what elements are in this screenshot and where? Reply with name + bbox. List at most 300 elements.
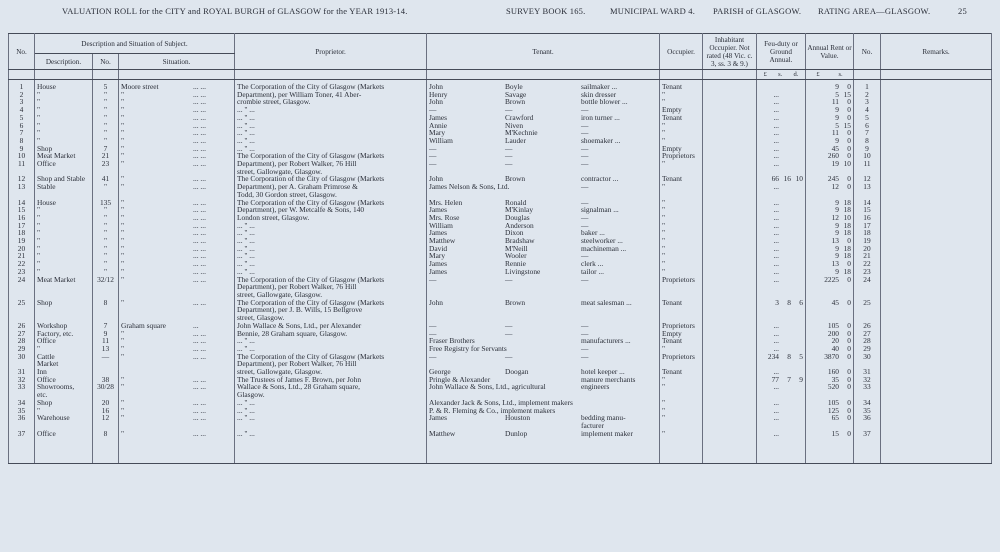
remarks-cell (881, 314, 992, 322)
inhabitant-cell (703, 129, 757, 137)
feu-pence (795, 214, 803, 222)
tenant-occupation: hotel keeper ... (581, 367, 625, 377)
col-number: No. (93, 54, 119, 70)
occupier-cell (660, 276, 703, 284)
tenant-second: Brown (505, 97, 526, 107)
situation-cell (119, 430, 235, 464)
rent-shillings: 0 (847, 174, 851, 184)
description-cell (35, 114, 93, 122)
feu-cell (757, 422, 806, 430)
proprietor-text: Department), per Robert Walker, 76 Hill (237, 359, 357, 369)
row-number: 5 (19, 112, 24, 122)
row-no (9, 299, 35, 307)
description-text: " (37, 266, 41, 276)
situation-text: " (121, 112, 125, 122)
situation-text: " (121, 274, 125, 284)
feu-units: £ s. d. (757, 70, 806, 80)
tenant-first: John (429, 97, 443, 107)
tenant-first: James (429, 266, 448, 276)
feu-cell (757, 368, 806, 376)
feu-cell (757, 376, 806, 384)
feu-pence (795, 98, 803, 106)
col-tenant: Tenant. (427, 34, 660, 70)
proprietor-text: Bennie, 28 Graham square, Glasgow. (237, 328, 348, 338)
inhabitant-cell (703, 291, 757, 299)
situation-dots: ... ... (193, 212, 206, 222)
proprietor-cell (235, 114, 427, 122)
feu-pence: 10 (795, 174, 803, 184)
proprietor-text: The Corporation of the City of Glasgow (Markets (237, 297, 385, 307)
feu-cell (757, 306, 806, 314)
row-number-right: 16 (863, 212, 871, 222)
street-number: — (101, 351, 110, 361)
tenant-first: Mary (429, 128, 446, 138)
feu-cell (757, 299, 806, 307)
tenant-occupation: — (581, 220, 589, 230)
rent-shillings: 0 (847, 367, 851, 377)
inhabitant-cell (703, 222, 757, 230)
row-number: 27 (17, 328, 26, 338)
occupier-cell (660, 114, 703, 122)
rent-pounds: 245 (827, 174, 839, 184)
proprietor-text: Todd, 30 Gordon street, Glasgow. (237, 189, 337, 199)
occupier-text: Proprietors (662, 351, 695, 361)
remarks-cell (881, 91, 992, 99)
row-number-right: 24 (863, 274, 871, 284)
remarks-cell (881, 129, 992, 137)
occupier-text: " (662, 405, 666, 415)
description-text: " (37, 251, 41, 261)
description-text: Cattle (37, 351, 55, 361)
inhabitant-cell (703, 414, 757, 422)
inhabitant-cell (703, 345, 757, 353)
remarks-cell (881, 360, 992, 368)
proprietor-text: crombie street, Glasgow. (237, 97, 311, 107)
tenant-second: M'Neill (505, 243, 528, 253)
feu-shillings (783, 206, 791, 214)
row-no (9, 276, 35, 284)
proprietor-text: ... " ... (237, 336, 255, 346)
tenant-second: Livingstone (505, 266, 541, 276)
description-cell (35, 414, 93, 422)
rent-shillings: 0 (847, 374, 851, 384)
table-row (9, 145, 992, 153)
street-number: " (103, 236, 108, 246)
situation-text: " (121, 428, 125, 438)
inhabitant-cell (703, 252, 757, 260)
tenant-second: Brown (505, 174, 526, 184)
remarks-cell (881, 268, 992, 276)
tenant-first: John (429, 174, 443, 184)
description-text: Stable (37, 182, 56, 192)
tenant-first: — (429, 159, 437, 169)
description-text: Office (37, 336, 56, 346)
tenant-occupation: — (581, 351, 589, 361)
feu-cell (757, 245, 806, 253)
inhabitant-cell (703, 237, 757, 245)
occupier-cell (660, 122, 703, 130)
situation-dots: ... ... (193, 143, 206, 153)
street-number: " (103, 105, 108, 115)
col-description-group: Description and Situation of Subject. (35, 34, 235, 54)
row-number-right: 34 (863, 397, 871, 407)
proprietor-text: street, Glasgow. (237, 313, 285, 323)
inhabitant-cell (703, 199, 757, 207)
proprietor-text: ... " ... (237, 405, 255, 415)
number-cell (93, 353, 119, 361)
situation-dots: ... ... (193, 197, 206, 207)
situation-text: " (121, 205, 125, 215)
row-no-right (854, 430, 881, 464)
proprietor-text: ... " ... (237, 143, 255, 153)
row-number-right: 20 (863, 243, 871, 253)
tenant-second: Dunlop (505, 428, 528, 438)
rent-pounds: 105 (827, 397, 839, 407)
street-number: 135 (99, 197, 112, 207)
occupier-text: Tenant (662, 112, 683, 122)
number-cell (93, 276, 119, 284)
row-number-right: 25 (863, 297, 871, 307)
rent-pounds: 200 (827, 328, 839, 338)
proprietor-text: The Corporation of the City of Glasgow (Markets (237, 151, 385, 161)
tenant-cell (427, 345, 660, 353)
rent-pounds: 520 (827, 382, 839, 392)
inhabitant-cell (703, 407, 757, 415)
remarks-cell (881, 345, 992, 353)
tenant-first: Henry (429, 89, 448, 99)
tenant-cell (427, 122, 660, 130)
feu-cell (757, 260, 806, 268)
description-text: " (37, 343, 41, 353)
rent-pounds: 5 (835, 120, 839, 130)
proprietor-text: ... " ... (237, 413, 255, 423)
feu-shillings (783, 106, 791, 114)
feu-pounds: ... (773, 182, 779, 192)
row-number-right: 15 (863, 205, 871, 215)
occupier-text: " (662, 259, 666, 269)
table-row (9, 106, 992, 114)
feu-cell (757, 160, 806, 168)
situation-dots: ... ... (193, 228, 206, 238)
description-cell (35, 214, 93, 222)
situation-text: " (121, 220, 125, 230)
feu-pounds: ... (773, 259, 779, 269)
tenant-first: — (429, 151, 437, 161)
feu-cell (757, 353, 806, 361)
feu-cell (757, 314, 806, 322)
situation-cell (119, 283, 235, 291)
situation-cell (119, 199, 235, 207)
feu-pounds: ... (773, 151, 779, 161)
feu-pence (795, 145, 803, 153)
proprietor-text: street, Gallowgate, Glasgow. (237, 289, 323, 299)
feu-shillings (783, 145, 791, 153)
row-number: 8 (19, 135, 24, 145)
number-cell (93, 414, 119, 422)
street-number: 16 (101, 405, 110, 415)
street-number: 12 (101, 413, 110, 423)
table-row (9, 330, 992, 338)
feu-pounds: 77 (771, 374, 779, 384)
feu-cell (757, 283, 806, 291)
rent-pounds: 19 (831, 159, 839, 169)
description-cell (35, 129, 93, 137)
tenant-occupation: iron turner ... (581, 112, 620, 122)
occupier-cell (660, 353, 703, 361)
remarks-cell (881, 337, 992, 345)
situation-text: " (121, 236, 125, 246)
proprietor-cell (235, 330, 427, 338)
feu-cell (757, 391, 806, 399)
occupier-cell (660, 306, 703, 314)
street-number: " (103, 120, 108, 130)
rent-pounds: 9 (835, 135, 839, 145)
valuation-table (8, 33, 992, 464)
feu-pence (795, 337, 803, 345)
proprietor-text: ... " ... (237, 259, 255, 269)
row-number-right: 27 (863, 328, 871, 338)
situation-dots: ... (193, 320, 199, 330)
situation-text: " (121, 336, 125, 346)
remarks-cell (881, 237, 992, 245)
rent-pounds: 125 (827, 405, 839, 415)
situation-dots: ... ... (193, 89, 206, 99)
proprietor-cell (235, 222, 427, 230)
rent-pounds: 45 (831, 297, 839, 307)
page-number: 25 (958, 6, 967, 16)
row-number: 21 (17, 251, 26, 261)
description-text: Shop (37, 397, 53, 407)
proprietor-text: The Corporation of the City of Glasgow (Markets (237, 274, 385, 284)
row-number-right: 21 (863, 251, 871, 261)
proprietor-cell (235, 122, 427, 130)
feu-cell (757, 175, 806, 183)
remarks-cell (881, 137, 992, 145)
situation-text: " (121, 328, 125, 338)
proprietor-text: Department), per A. Graham Primrose & (237, 182, 358, 192)
proprietor-text: ... " ... (237, 236, 255, 246)
feu-cell (757, 183, 806, 191)
tenant-cell (427, 199, 660, 207)
rent-cell (806, 129, 854, 137)
feu-shillings (783, 137, 791, 145)
tenant-first: — (429, 274, 437, 284)
table-row (9, 291, 992, 299)
row-number-right: 33 (863, 382, 871, 392)
situation-cell (119, 252, 235, 260)
feu-cell (757, 214, 806, 222)
occupier-text: " (662, 120, 666, 130)
occupier-cell (660, 160, 703, 168)
street-number: 20 (101, 397, 110, 407)
col-inhabitant-occupier: Inhabitant Occupier. Not rated (48 Vic. c. 3, ss. 3 & 9.) (703, 34, 757, 70)
description-text: " (37, 128, 41, 138)
row-no-right (854, 414, 881, 422)
occupier-text: " (662, 343, 666, 353)
table-row (9, 430, 992, 464)
occupier-text: " (662, 182, 666, 192)
feu-pence (795, 260, 803, 268)
situation-cell (119, 191, 235, 199)
number-cell (93, 183, 119, 191)
table-row (9, 129, 992, 137)
row-number-right: 5 (865, 112, 869, 122)
situation-text: " (121, 228, 125, 238)
street-number: 13 (101, 343, 110, 353)
rent-pounds: 3870 (824, 351, 839, 361)
table-row (9, 137, 992, 145)
street-number: " (103, 135, 108, 145)
rent-cell (806, 175, 854, 183)
row-number: 22 (17, 259, 26, 269)
situation-text: " (121, 120, 125, 130)
rent-pounds: 65 (831, 413, 839, 423)
col-situation: Situation. (119, 54, 235, 70)
feu-pence (795, 322, 803, 330)
row-number: 37 (17, 428, 26, 438)
rent-pounds: 15 (831, 428, 839, 438)
description-text: House (37, 197, 56, 207)
tenant-occupation: — (581, 151, 589, 161)
inhabitant-cell (703, 383, 757, 391)
remarks-cell (881, 160, 992, 168)
col-proprietor: Proprietor. (235, 34, 427, 70)
row-no (9, 283, 35, 291)
municipal-ward: MUNICIPAL WARD 4. (610, 6, 696, 16)
remarks-cell (881, 98, 992, 106)
feu-pounds: ... (773, 97, 779, 107)
situation-text: " (121, 143, 125, 153)
situation-text: " (121, 135, 125, 145)
row-number: 7 (19, 128, 24, 138)
feu-pence (795, 122, 803, 130)
row-no-right (854, 183, 881, 191)
remarks-cell (881, 399, 992, 407)
street-number: 8 (103, 297, 108, 307)
feu-pence (795, 160, 803, 168)
col-feu-duty: Feu-duty or Ground Annual. (757, 34, 806, 70)
tenant-second: — (505, 159, 513, 169)
remarks-cell (881, 430, 992, 464)
row-number: 25 (17, 297, 26, 307)
inhabitant-cell (703, 114, 757, 122)
feu-cell (757, 430, 806, 464)
remarks-cell (881, 353, 992, 361)
rent-pounds: 105 (827, 320, 839, 330)
rent-cell (806, 299, 854, 307)
row-number: 19 (17, 236, 26, 246)
feu-pounds: ... (773, 89, 779, 99)
occupier-text: Tenant (662, 297, 683, 307)
number-cell (93, 430, 119, 464)
tenant-occupation: manure merchants (581, 374, 636, 384)
feu-cell (757, 399, 806, 407)
situation-dots: ... ... (193, 105, 206, 115)
proprietor-cell (235, 106, 427, 114)
tenant-first: — (429, 351, 437, 361)
situation-dots: ... ... (193, 374, 206, 384)
feu-pounds: ... (773, 367, 779, 377)
table-row (9, 345, 992, 353)
situation-text: " (121, 243, 125, 253)
tenant-occupation: manufacturers ... (581, 336, 631, 346)
proprietor-text: Wallace & Sons, Ltd., 28 Graham square, (237, 382, 360, 392)
rent-pounds: 9 (835, 112, 839, 122)
rent-shillings: 0 (847, 182, 851, 192)
feu-cell (757, 145, 806, 153)
row-no-right (854, 276, 881, 284)
tenant-first: Alexander Jack & Sons, Ltd., implement makers (429, 397, 573, 407)
remarks-cell (881, 306, 992, 314)
occupier-cell (660, 368, 703, 376)
rent-shillings: 0 (847, 112, 851, 122)
remarks-cell (881, 114, 992, 122)
rent-shillings: 0 (847, 405, 851, 415)
tenant-occupation: — (581, 320, 589, 330)
row-no-right (854, 353, 881, 361)
feu-shillings (783, 91, 791, 99)
rent-cell (806, 414, 854, 422)
row-number: 32 (17, 374, 26, 384)
row-number: 6 (19, 120, 24, 130)
rent-cell (806, 183, 854, 191)
rent-pounds: 9 (835, 220, 839, 230)
row-number: 24 (17, 274, 26, 284)
tenant-cell (427, 222, 660, 230)
feu-pence (795, 245, 803, 253)
table-row (9, 252, 992, 260)
occupier-cell (660, 129, 703, 137)
situation-text: " (121, 212, 125, 222)
rent-shillings: 0 (847, 397, 851, 407)
table-row (9, 383, 992, 391)
feu-pounds: 234 (767, 351, 779, 361)
row-no-right (854, 283, 881, 291)
description-text: " (37, 228, 41, 238)
tenant-occupation: tailor ... (581, 266, 604, 276)
feu-cell (757, 330, 806, 338)
row-number: 11 (17, 159, 26, 169)
tenant-occupation: — (581, 212, 589, 222)
feu-pence (795, 237, 803, 245)
tenant-first: William (429, 220, 453, 230)
feu-pence (795, 252, 803, 260)
feu-shillings (783, 214, 791, 222)
proprietor-text: ... " ... (237, 228, 255, 238)
rent-shillings: 18 (843, 251, 851, 261)
situation-dots: ... ... (193, 182, 206, 192)
tenant-second: Anderson (505, 220, 534, 230)
inhabitant-cell (703, 106, 757, 114)
situation-cell (119, 414, 235, 422)
tenant-cell (427, 260, 660, 268)
tenant-cell (427, 160, 660, 168)
tenant-first: James (429, 413, 448, 423)
street-number: " (103, 212, 108, 222)
feu-pounds: ... (773, 336, 779, 346)
table-row (9, 368, 992, 376)
rent-pounds: 11 (831, 128, 839, 138)
tenant-cell (427, 137, 660, 145)
occupier-text: " (662, 413, 666, 423)
description-text: " (37, 205, 41, 215)
tenant-cell (427, 214, 660, 222)
situation-dots: ... ... (193, 97, 206, 107)
situation-text: " (121, 259, 125, 269)
situation-dots: ... ... (193, 413, 206, 423)
proprietor-text: ... " ... (237, 128, 255, 138)
situation-cell (119, 276, 235, 284)
